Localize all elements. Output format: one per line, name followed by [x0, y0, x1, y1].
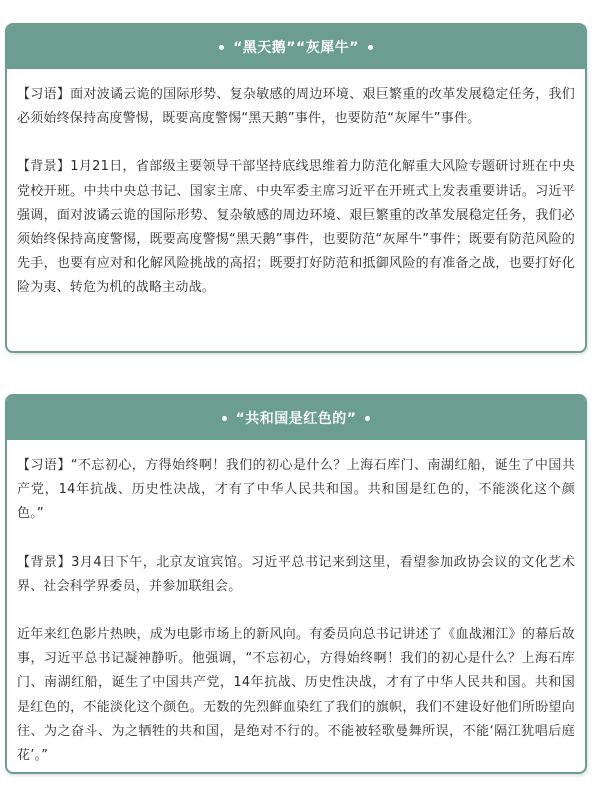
section-card-black-swan — [5, 23, 587, 353]
section-body — [7, 440, 585, 768]
section-title: “共和国是红色的” — [235, 411, 357, 427]
section-header — [7, 25, 585, 69]
narrative-paragraph: 近年来红色影片热映，成为电影市场上的新风向。有委员向总书记讲述了《血战湘江》的幕后故事，习近平总书记凝神静听。他强调，“不忘初心，方得始终啊！我们的初心是什么？上海石库门、南湖红船，诞生了中国共产党，14年抗战、历史性决战，才有了中华人民共和国。共和国是红色的，不能淡化这个颜色。无数的先烈鲜血染红了我们的旗帜，我们不建设好他们所盼望向往、为之奋斗、为之牺牲的共和国，是绝对不行的。不能被轻歌曼舞所误，不能‘隔江犹唱后庭花’。” — [17, 627, 575, 764]
quote-paragraph: 【习语】“不忘初心，方得始终啊！我们的初心是什么？上海石库门、南湖红船，诞生了中国共产党，14年抗战、历史性决战，才有了中华人民共和国。共和国是红色的，不能淡化这个颜色。” — [17, 458, 575, 522]
section-title: “黑天鹅”“灰犀牛” — [233, 40, 359, 56]
quote-paragraph: 【习语】面对波谲云诡的国际形势、复杂敏感的周边环境、艰巨繁重的改革发展稳定任务，我们必须始终保持高度警惕，既要高度警惕“黑天鹅”事件，也要防范“灰犀牛”事件。 — [17, 87, 575, 127]
background-paragraph: 【背景】3月4日下午，北京友谊宾馆。习近平总书记来到这里，看望参加政协会议的文化艺术界、社会科学界委员，并参加联组会。 — [17, 554, 575, 594]
background-paragraph: 【背景】1月21日，省部级主要领导干部坚持底线思维着力防范化解重大风险专题研讨班在中央党校开班。中共中央总书记、国家主席、中央军委主席习近平在开班式上发表重要讲话。习近平强调，面对波谲云诡的国际形势、复杂敏感的周边环境、艰巨繁重的改革发展稳定任务，我们必须始终保持高度警惕，既要高度警惕“黑天鹅”事件，也要防范“灰犀牛”事件；既要有防范风险的先手，也要有应对和化解风险挑战的高招；既要打好防范和抵御风险的有准备之战，也要打好化险为夷、转危为机的战略主动战。 — [17, 159, 575, 296]
bullet-dot-icon — [219, 45, 224, 50]
bullet-dot-icon — [222, 416, 227, 421]
section-body — [7, 69, 585, 301]
bullet-dot-icon — [365, 416, 370, 421]
bullet-dot-icon — [368, 45, 373, 50]
section-card-red-republic — [5, 394, 587, 774]
section-header — [7, 396, 585, 440]
